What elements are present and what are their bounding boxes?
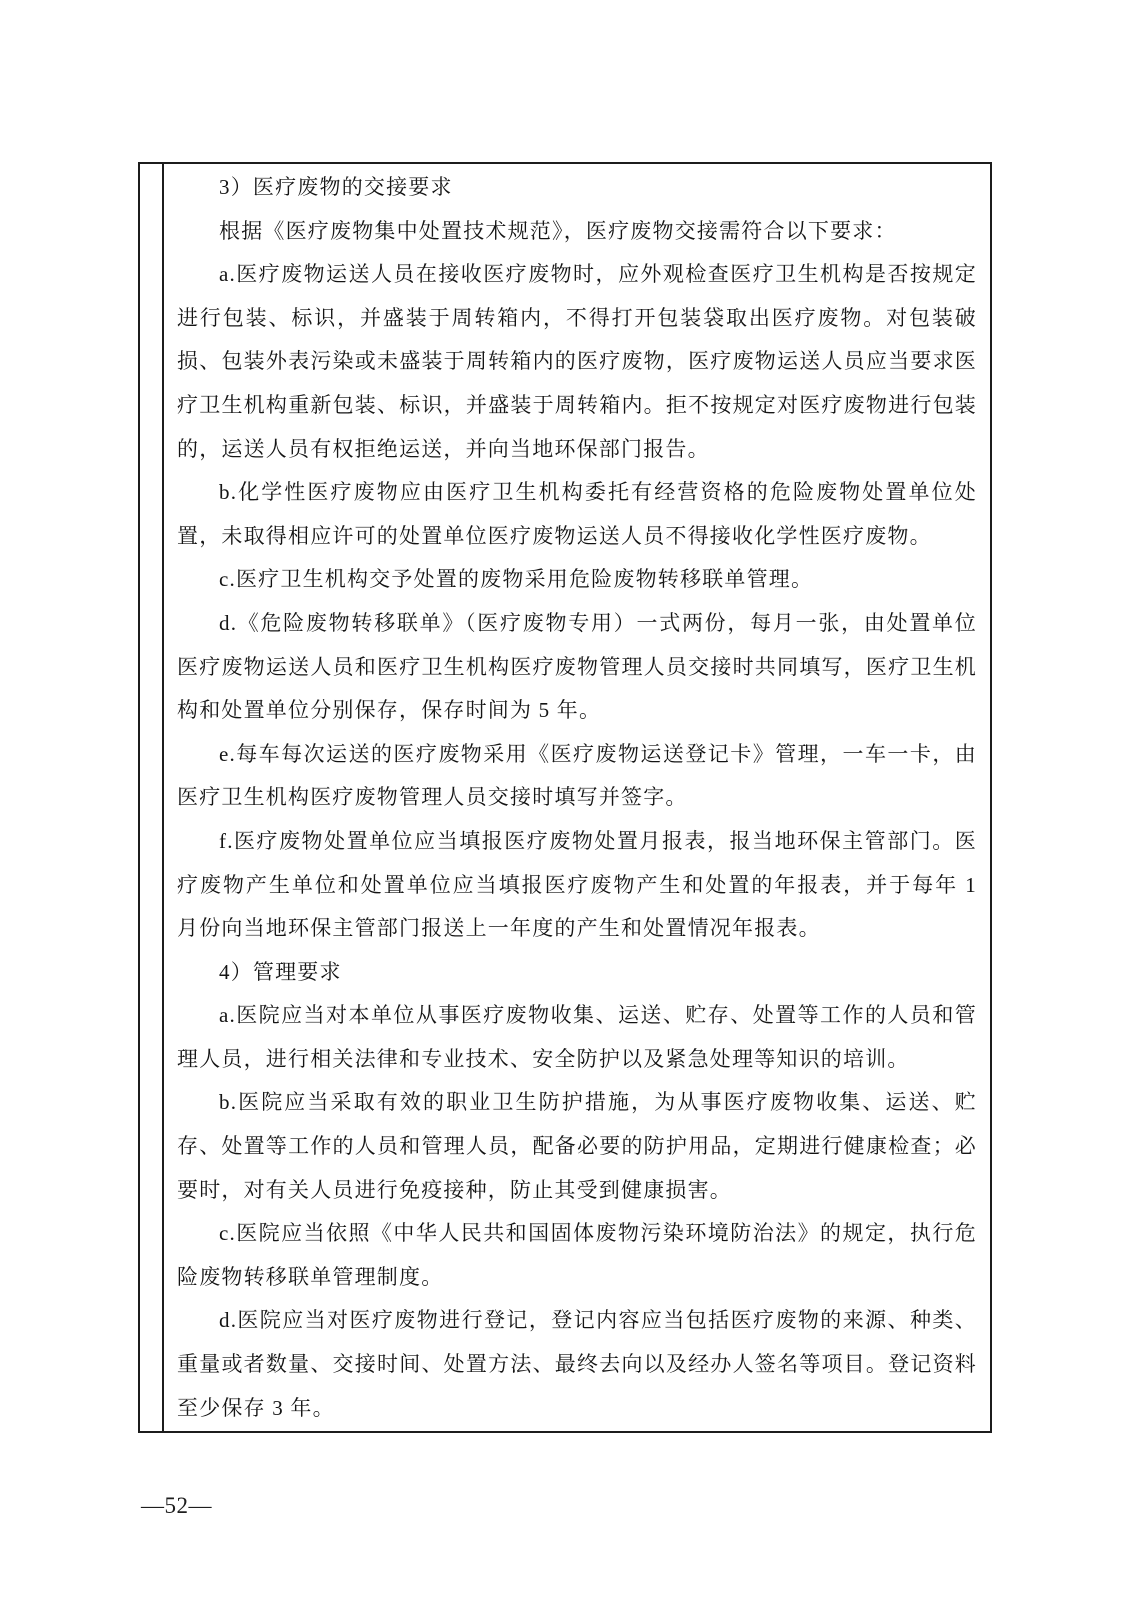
paragraph-3e: e.每车每次运送的医疗废物采用《医疗废物运送登记卡》管理，一车一卡，由医疗卫生机构医疗废物管理人员交接时填写并签字。 — [177, 741, 977, 810]
paragraph-section-3-heading: 3）医疗废物的交接要求 — [219, 175, 453, 199]
document-table — [138, 162, 992, 1433]
table-stub-cell — [140, 164, 164, 1431]
paragraph-4d: d.医院应当对医疗废物进行登记，登记内容应当包括医疗废物的来源、种类、重量或者数量、交接时间、处置方法、最终去向以及经办人签名等项目。登记资料至少保存 3 年。 — [177, 1308, 977, 1420]
paragraph-4b: b.医院应当采取有效的职业卫生防护措施，为从事医疗废物收集、运送、贮存、处置等工作的人员和管理人员，配备必要的防护用品，定期进行健康检查；必要时，对有关人员进行免疫接种，防止其受到健康损害。 — [177, 1090, 977, 1202]
paragraph-section-4-heading: 4）管理要求 — [219, 959, 342, 984]
paragraph-3f: f.医疗废物处置单位应当填报医疗废物处置月报表，报当地环保主管部门。医疗废物产生单位和处置单位应当填报医疗废物产生和处置的年报表，并于每年 1 月份向当地环保主管部门报送上一年度的产生和处置情况年报表。 — [177, 828, 977, 941]
paragraph-intro: 根据《医疗废物集中处置技术规范》，医疗废物交接需符合以下要求： — [219, 218, 897, 243]
page-number: —52— — [141, 1493, 212, 1518]
table-content-cell — [164, 164, 990, 1431]
paragraph-4a: a.医院应当对本单位从事医疗废物收集、运送、贮存、处置等工作的人员和管理人员，进行相关法律和专业技术、安全防护以及紧急处理等知识的培训。 — [177, 1003, 977, 1071]
paragraph-3d: d.《危险废物转移联单》（医疗废物专用）一式两份，每月一张，由处置单位医疗废物运送人员和医疗卫生机构医疗废物管理人员交接时共同填写，医疗卫生机构和处置单位分别保存，保存时间为 5 年。 — [177, 610, 977, 723]
paragraph-3c: c.医疗卫生机构交予处置的废物采用危险废物转移联单管理。 — [219, 567, 814, 592]
paragraph-3b: b.化学性医疗废物应由医疗卫生机构委托有经营资格的危险废物处置单位处置，未取得相应许可的处置单位医疗废物运送人员不得接收化学性医疗废物。 — [177, 480, 977, 548]
paragraph-3a: a.医疗废物运送人员在接收医疗废物时，应外观检查医疗卫生机构是否按规定进行包装、标识，并盛装于周转箱内，不得打开包装袋取出医疗废物。对包装破损、包装外表污染或未盛装于周转箱内的医疗废物，医疗废物运送人员应当要求医疗卫生机构重新包装、标识，并盛装于周转箱内。拒不按规定对医疗废物进行包装的，运送人员有权拒绝运送，并向当地环保部门报告。 — [177, 262, 977, 461]
paragraph-4c: c.医院应当依照《中华人民共和国固体废物污染环境防治法》的规定，执行危险废物转移联单管理制度。 — [177, 1221, 977, 1289]
